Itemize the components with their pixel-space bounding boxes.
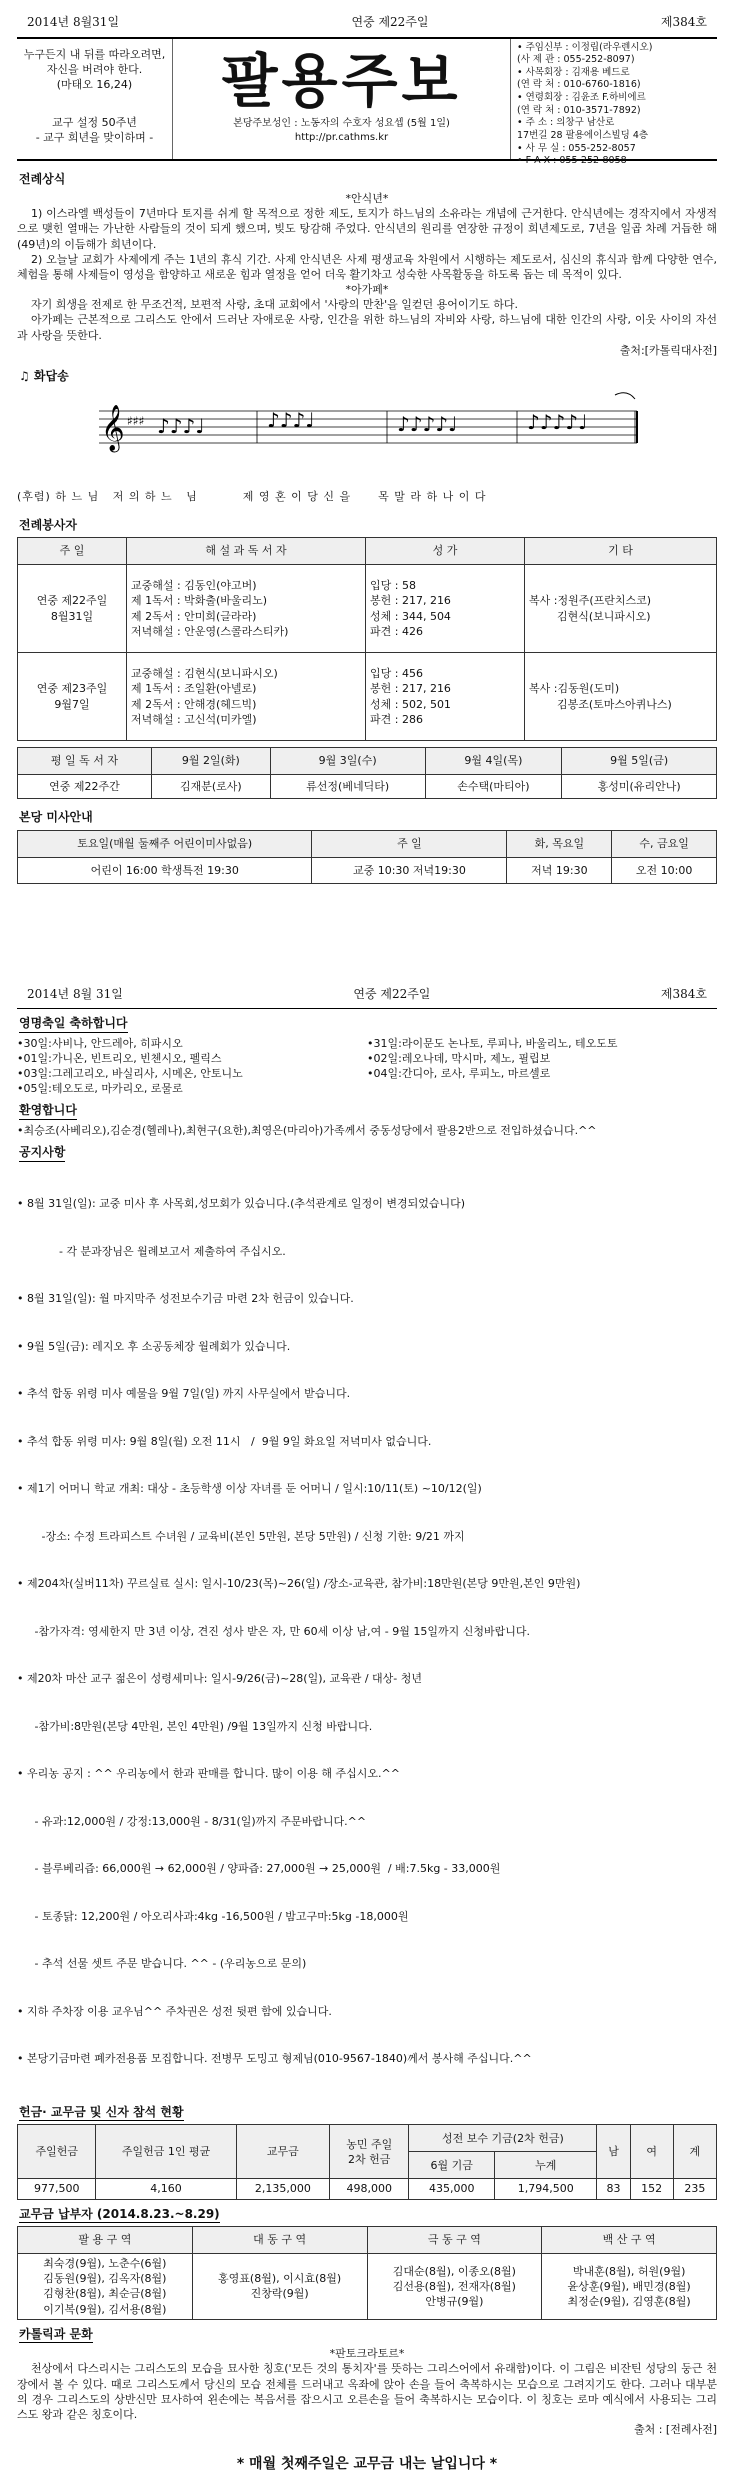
issue-sunday: 연중 제22주일: [351, 15, 429, 29]
table-cell: 1,794,500: [495, 2179, 597, 2199]
culture-text: 천상에서 다스리시는 그리스도의 모습을 묘사한 칭호('모든 것의 통치자'를 뜻하는 그리스어에서 유래함)이다. 이 그림은 비잔틴 성당의 둥근 천장에서 볼 수 있다. 때로 그리스도께서 당신의 모습 전체를 드러내고 옥좌에 앉아 손을 들어 축복하시는 모습으로 그려지기도 한다. 그러나 대부분의 경우 그리스도의 상반신만 묘사하여 왼손에는 복음서를 잡으시고 오른손을 들어 축복하시는 모습이다. 이 칭호는 로마 예식에서 사용되는 그리스도 왕과 같은 칭호이다.: [17, 2362, 717, 2421]
issue-date: 2014년 8월31일: [27, 15, 120, 29]
col-header: 팔 용 구 역: [18, 2227, 193, 2254]
col-header: 9월 4일(목): [425, 748, 562, 775]
issue-date: 2014년 8월 31일: [27, 986, 123, 1001]
notice-item: • 제1기 어머니 학교 개최: 대상 - 초등학생 이상 자녀를 둔 어머니 / 일시:10/11(토) ~10/12(일): [17, 1482, 482, 1496]
issue-header: [17, 0, 717, 39]
contact-line: 17번길 28 팔용에이스빌딩 4층: [517, 129, 649, 141]
table-cell: 홍성미(유리안나): [562, 775, 717, 799]
table-cell: 류선정(베네딕타): [270, 775, 425, 799]
weekday-readers-table: [17, 747, 717, 799]
liturgy-paragraph: 자기 희생을 전제로 한 무조건적, 보편적 사랑, 초대 교회에서 '사랑의 만찬'을 일컫던 용어이기도 하다.: [31, 298, 519, 312]
quote-line: (마태오 16,24): [56, 78, 133, 92]
col-header: 9월 3일(수): [270, 748, 425, 775]
culture-source: 출처 : [전례사전]: [633, 2423, 717, 2437]
welcome-section-title: 환영합니다: [19, 1102, 77, 1120]
svg-text:♪♪♪♪♩: ♪♪♪♪♩: [397, 411, 458, 436]
table-row: [18, 2179, 717, 2199]
ministers-section-title: 전례봉사자: [19, 517, 77, 532]
contact-line: • 주 소 : 의창구 남산로: [517, 117, 615, 129]
col-header: 주일헌금 1인 평균: [96, 2125, 236, 2179]
col-header: 토요일(매월 둘째주 어린이미사없음): [18, 830, 312, 857]
col-subheader: 6월 기금: [409, 2152, 495, 2179]
patron-saint: 본당주보성인 : 노동자의 수호자 성요셉 (5월 1일): [233, 118, 450, 130]
parish-url[interactable]: http://pr.cathms.kr: [294, 131, 389, 143]
mass-table: [17, 830, 717, 884]
feast-right: [367, 1036, 717, 1097]
notice-item: • 추석 합동 위령 미사: 9월 8일(월) 오전 11시 / 9월 9일 화요일 저녁미사 없습니다.: [17, 1434, 432, 1448]
contact-line: • 연령회장 : 김윤조 F.하비에르: [517, 92, 646, 104]
anniv-line: - 교구 희년을 맞이하며 -: [35, 131, 154, 145]
contact-line: • 사목회장 : 김재용 베드로: [517, 66, 630, 78]
feast-left: [17, 1036, 367, 1097]
contact-line: • 사 무 실 : 055-252-8057: [517, 142, 636, 154]
table-cell: 4,160: [96, 2179, 236, 2199]
cell-readers: 교중해설 : 김현식(보니파시오) 제 1독서 : 조일환(아넬로) 제 2독서 : 안해경(헤드빅) 저녁해설 : 고신석(미카엘): [127, 653, 366, 741]
notice-item: - 블루베리즙: 66,000원 → 62,000원 / 양파즙: 27,000원 → 25,000원 / 배:7.5kg - 33,000원: [17, 1862, 501, 1876]
issue-number: 제384호: [660, 15, 707, 29]
cell-sunday: 연중 제23주일 9월7일: [18, 653, 127, 741]
col-header: 대 동 구 역: [192, 2227, 367, 2254]
mass-section-title: 본당 미사안내: [19, 810, 93, 825]
col-header: 기 타: [525, 538, 717, 565]
feast-section-title: 영명축일 축하합니다: [19, 1015, 128, 1033]
contact-line: (연 락 처 : 010-6760-1816): [517, 79, 641, 91]
table-cell: 83: [597, 2179, 630, 2199]
liturgy-section-title: 전례상식: [19, 171, 66, 186]
dues-section-title: 교무금 납부자 (2014.8.23.~8.29): [19, 2206, 220, 2224]
table-cell: 김대순(8월), 이종오(8월) 김선용(8월), 전재자(8월) 안병규(9월): [367, 2254, 542, 2320]
list-item: •05일:테오도로, 마카리오, 로물로: [17, 1082, 183, 1096]
table-cell: 2,135,000: [236, 2179, 330, 2199]
col-header: 성 가: [366, 538, 525, 565]
col-header: 9월 2일(화): [151, 748, 270, 775]
table-cell: 저녁 19:30: [507, 857, 612, 883]
table-cell: 235: [673, 2179, 716, 2199]
table-header-row: [18, 538, 717, 565]
col-header: 백 산 구 역: [542, 2227, 717, 2254]
table-cell: 최숙경(9월), 노춘수(6월) 김동원(9월), 김옥자(8월) 김형찬(8월), 최순금(8월) 이기복(9월), 김서용(8월): [18, 2254, 193, 2320]
hymn-lyrics: (후렴) 하 느 님 저 의 하 느 님 제 영 혼 이 당 신 을 목 말 라 하 나 이 다: [17, 490, 487, 504]
bible-quote: [17, 47, 172, 93]
table-row: [18, 565, 717, 653]
notice-item: - 토종닭: 12,200원 / 아오리사과:4kg -16,500원 / 밤고구마:5kg -18,000원: [17, 1909, 409, 1923]
feast-list: [17, 1036, 717, 1097]
col-subheader: 누계: [495, 2152, 597, 2179]
notice-item: • 추석 합동 위령 미사 예물을 9월 7일(일) 까지 사무실에서 받습니다.: [17, 1387, 351, 1401]
notice-item: - 각 분과장님은 월례보고서 제출하여 주십시오.: [17, 1244, 286, 1258]
notice-item: - 유과:12,000원 / 강정:13,000원 - 8/31(일)까지 주문바랍니다.^^: [17, 1814, 367, 1828]
finance-section-title: 헌금· 교무금 및 신자 참석 현황: [19, 2104, 184, 2122]
table-cell: 435,000: [409, 2179, 495, 2199]
col-header: 9월 5일(금): [562, 748, 717, 775]
table-header-row: [18, 830, 717, 857]
col-header: 평 일 독 서 자: [18, 748, 152, 775]
masthead: [17, 39, 717, 167]
list-item: •04일:간디아, 로사, 루피노, 마르셀로: [367, 1067, 551, 1081]
cell-readers: 교중해설 : 김동인(야고버) 제 1독서 : 박화출(바울리노) 제 2독서 : 안미희(글라라) 저녁해설 : 안운영(스콜라스티카): [127, 565, 366, 653]
svg-text:♯♯♯: ♯♯♯: [127, 413, 145, 428]
col-header: 성전 보수 기금(2차 헌금): [409, 2125, 597, 2152]
table-header-row: [18, 2227, 717, 2254]
table-cell: 김재분(로사): [151, 775, 270, 799]
list-item: •02일:레오나데, 막시마, 제노, 필립보: [367, 1051, 551, 1065]
col-header: 해 설 과 독 서 자: [127, 538, 366, 565]
table-cell: 152: [630, 2179, 673, 2199]
dues-table: [17, 2226, 717, 2320]
table-cell: 손수택(마티아): [425, 775, 562, 799]
footer-note: * 매월 첫째주일은 교무금 내는 날입니다 *: [236, 2456, 498, 2473]
list-item: •31일:라이문도 논나토, 루피나, 바울리노, 테오도토: [367, 1036, 618, 1050]
notice-item: • 지하 주차장 이용 교우님^^ 주차권은 성전 뒷편 함에 있습니다.: [17, 2004, 332, 2018]
contact-line: (사 제 관 : 055-252-8097): [517, 54, 635, 66]
svg-text:♪♪♪♪♩: ♪♪♪♪♩: [527, 409, 588, 434]
anniv-line: 교구 설정 50주년: [52, 115, 137, 129]
table-cell: 어린이 16:00 학생특전 19:30: [18, 857, 312, 883]
contacts: [511, 39, 717, 167]
notice-item: • 8월 31일(일): 교중 미사 후 사목회,성모회가 있습니다.(추석관계로 일정이 변경되었습니다): [17, 1197, 466, 1211]
masthead-center: [173, 39, 511, 159]
liturgy-source: 출처:[카톨릭대사전]: [619, 343, 717, 357]
notice-item: • 9월 5일(금): 레지오 후 소공동체장 월례회가 있습니다.: [17, 1339, 291, 1353]
notice-section-title: 공지사항: [19, 1144, 65, 1162]
notice-item: -장소: 수정 트라피스트 수녀원 / 교육비(본인 5만원, 본당 5만원) / 신청 기한: 9/21 까지: [17, 1529, 465, 1543]
col-header: 여: [630, 2125, 673, 2179]
col-header: 극 동 구 역: [367, 2227, 542, 2254]
page-1: [17, 0, 717, 2475]
cell-sunday: 연중 제22주일 8월31일: [18, 565, 127, 653]
svg-text:♪♪♪♩: ♪♪♪♩: [267, 407, 315, 432]
cell-hymns: 입당 : 456 봉헌 : 217, 216 성체 : 502, 501 파견 : 286: [366, 653, 525, 741]
notice-item: • 제204차(실버11차) 꾸르실료 실시: 일시-10/23(목)~26(일) /장소-교육관, 참가비:18만원(본당 9만원,본인 9만원): [17, 1577, 581, 1591]
table-cell: 홍영표(8월), 이시효(8월) 진창락(9월): [192, 2254, 367, 2320]
table-cell: 박내훈(8월), 허원(9월) 윤상훈(9월), 배민경(8월) 최정순(9월), 김영훈(8월): [542, 2254, 717, 2320]
contact-line: • F A X : 055-252-8058: [517, 155, 627, 167]
hymn-section-title: ♫ 화답송: [19, 368, 69, 383]
masthead-left: [17, 39, 173, 159]
culture-section-title: 카톨릭과 문화: [19, 2326, 93, 2344]
finance-table: [17, 2124, 717, 2199]
quote-line: 자신을 버려야 한다.: [46, 62, 143, 76]
col-header: 농민 주일 2차 헌금: [330, 2125, 409, 2179]
col-header: 남: [597, 2125, 630, 2179]
col-header: 주일헌금: [18, 2125, 96, 2179]
col-header: 주 일: [312, 830, 507, 857]
notice-item: • 8월 31일(일): 월 마지막주 성전보수기금 마련 2차 헌금이 있습니다.: [17, 1292, 354, 1306]
notice-item: -참가자격: 영세한지 만 3년 이상, 견진 성사 받은 자, 만 60세 이상 남,여 - 9월 15일까지 신청바랍니다.: [17, 1624, 530, 1638]
table-cell: 오전 10:00: [612, 857, 717, 883]
ministers-table: [17, 537, 717, 741]
quote-line: 누구든지 내 뒤를 따라오려면,: [23, 47, 166, 61]
bulletin-title: 팔용주보: [221, 46, 462, 115]
col-header: 수, 금요일: [612, 830, 717, 857]
liturgy-paragraph: 1) 이스라엘 백성들이 7년마다 토지를 쉬게 할 목적으로 정한 제도, 토지가 하느님의 소유라는 개념에 근거한다. 안식년에는 경작지에서 자생적으로 맺힌 열매는 가난한 사람들의 것이 되게 했으며, 빚도 탕감해 주었다. 안식년의 원리를 연장한 규정이 희년제도로, 7년을 일곱 차례 거듭한 해(49년)의 이듬해가 희년이다.: [17, 207, 717, 251]
col-header: 계: [673, 2125, 716, 2179]
page-gap: [17, 884, 717, 972]
table-row: [18, 653, 717, 741]
music-staff-icon: [17, 389, 717, 481]
list-item: •01일:가니온, 빈트리오, 빈첸시오, 펠릭스: [17, 1051, 222, 1065]
liturgy-term-title: *아가페*: [345, 283, 389, 297]
contact-line: • 주임신부 : 이정립(라우렌시오): [517, 41, 653, 53]
table-row: [18, 2254, 717, 2320]
liturgy-term-title: *안식년*: [345, 192, 389, 206]
list-item: •03일:그레고리오, 바실리사, 시메온, 안토니노: [17, 1067, 243, 1081]
list-item: •30일:사비나, 안드레아, 히파시오: [17, 1036, 183, 1050]
anniversary: [17, 115, 172, 146]
table-cell: 498,000: [330, 2179, 409, 2199]
notice-list: [17, 1165, 717, 2098]
notice-item: • 제20차 마산 교구 젊은이 성령세미나: 일시-9/26(금)~28(일), 교육관 / 대상- 청년: [17, 1672, 423, 1686]
notice-item: • 우리농 공지 : ^^ 우리농에서 한과 판매를 합니다. 많이 이용 해 주십시오.^^: [17, 1767, 400, 1781]
contact-line: (연 락 처 : 010-3571-7892): [517, 104, 641, 116]
table-cell: 977,500: [18, 2179, 96, 2199]
cell-etc: 복사 :김동원(도미) 김봉조(토마스아퀴나스): [525, 653, 717, 741]
notice-item: • 본당기금마련 폐카전용품 모집합니다. 전병무 도밍고 형제님(010-9567-1840)께서 봉사해 주십니다.^^: [17, 2052, 532, 2066]
cell-etc: 복사 :정원주(프란치스코) 김현식(보니파시오): [525, 565, 717, 653]
svg-text:♪♪♪♩: ♪♪♪♩: [157, 413, 205, 438]
culture-title: *판토크라토르*: [329, 2347, 405, 2361]
issue-header-page2: [17, 972, 717, 1010]
table-row: [18, 857, 717, 883]
table-cell: 연중 제22주간: [18, 775, 152, 799]
issue-number: 제384호: [660, 986, 707, 1001]
issue-sunday: 연중 제22주일: [353, 986, 431, 1001]
table-header-row: [18, 748, 717, 775]
col-header: 화, 목요일: [507, 830, 612, 857]
col-header: 주 일: [18, 538, 127, 565]
table-row: [18, 775, 717, 799]
col-header: 교무금: [236, 2125, 330, 2179]
notice-item: -참가비:8만원(본당 4만원, 본인 4만원) /9월 13일까지 신청 바랍니다.: [17, 1719, 373, 1733]
notice-item: - 추석 선물 셋트 주문 받습니다. ^^ - (우리농으로 문의): [17, 1957, 307, 1971]
hymn-score: [17, 389, 717, 507]
liturgy-paragraph: 아가페는 근본적으로 그리스도 안에서 드러난 자애로운 사랑, 인간을 위한 하느님의 자비와 사랑, 하느님에 대한 인간의 사랑, 이웃 사이의 자선과 사랑을 뜻한다.: [17, 313, 717, 342]
table-cell: 교중 10:30 저녁19:30: [312, 857, 507, 883]
welcome-text: •최승조(사베리오),김순경(헬레나),최현구(요한),최영은(마리아)가족께서 중동성당에서 팔용2반으로 전입하셨습니다.^^: [17, 1123, 597, 1137]
liturgy-paragraph: 2) 오늘날 교회가 사제에게 주는 1년의 휴식 기간. 사제 안식년은 사제 평생교육 차원에서 시행하는 제도로서, 심신의 휴식과 함께 다양한 연수, 체험을 통해 사제들이 영성을 함양하고 새로운 힘과 열정을 얻어 더욱 활기차고 성숙한 사목활동을 하도록 돕는 데 목적이 있다.: [17, 252, 717, 281]
table-header-row: [18, 2125, 717, 2152]
svg-text:𝄞: 𝄞: [101, 404, 125, 451]
cell-hymns: 입당 : 58 봉헌 : 217, 216 성체 : 344, 504 파견 : 426: [366, 565, 525, 653]
